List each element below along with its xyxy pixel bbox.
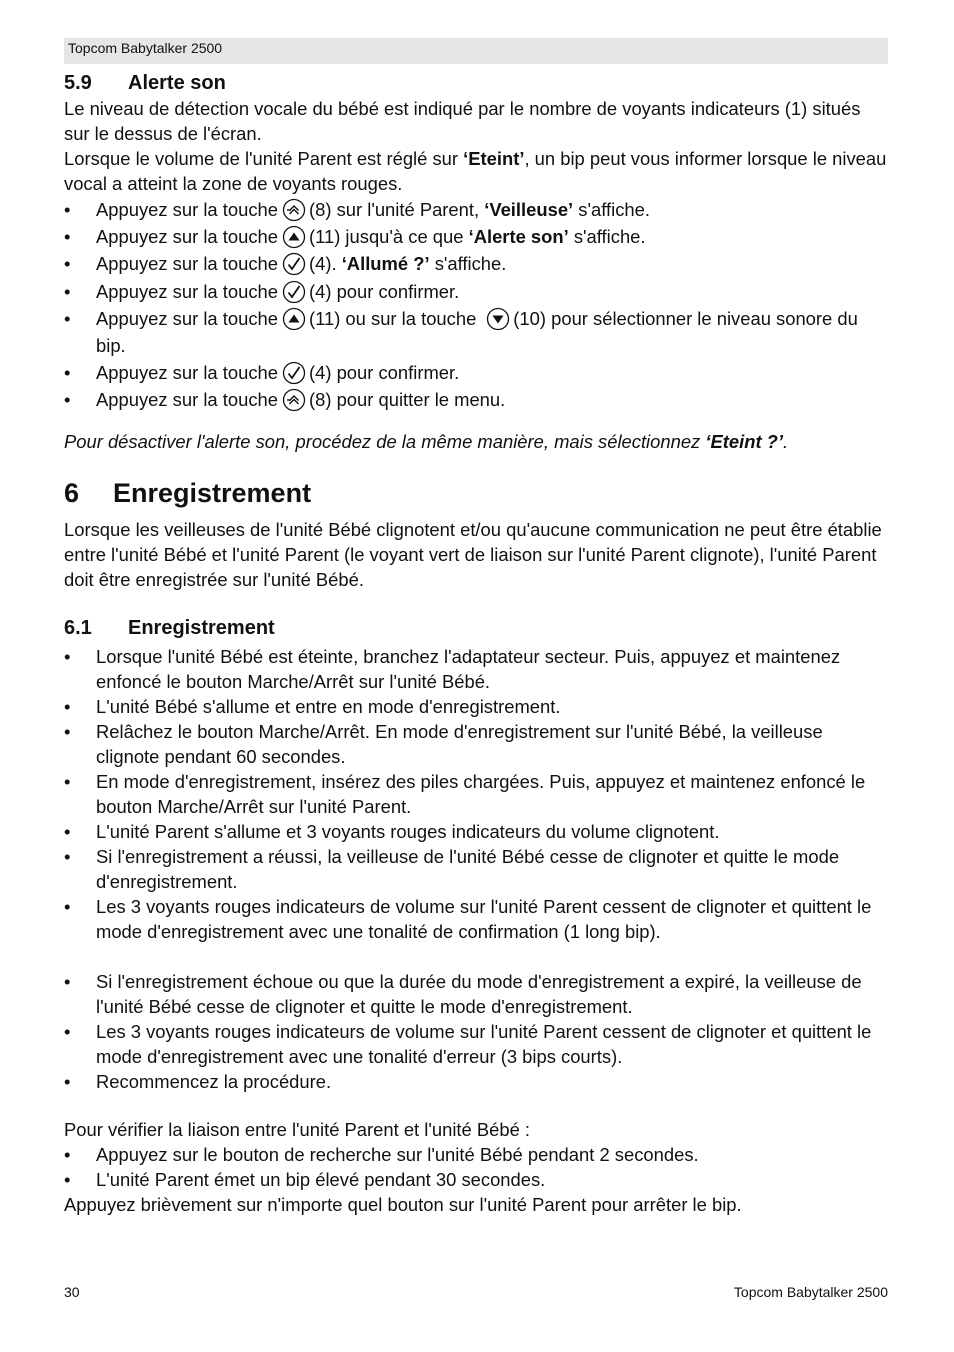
section-number: 6 xyxy=(64,477,80,508)
verify-steps-list xyxy=(64,1142,889,1192)
section-6-1-heading xyxy=(64,616,889,641)
list-item: • Appuyez sur la touche (4) pour confirmer. xyxy=(64,278,889,305)
registration-steps-list xyxy=(64,644,889,944)
list-item: • En mode d'enregistrement, insérez des piles chargées. Puis, appuyez et maintenez enfoncé le bouton Marche/Arrêt sur l'unité Parent. xyxy=(64,769,889,819)
page-content xyxy=(64,70,889,1217)
up-arrow-icon xyxy=(282,307,306,331)
list-item: • L'unité Bébé s'allume et entre en mode d'enregistrement. xyxy=(64,694,889,719)
menu-icon xyxy=(282,388,306,412)
list-item: • Les 3 voyants rouges indicateurs de volume sur l'unité Parent cessent de clignoter et quittent le mode d'enregistrement avec une tonalité de confirmation (1 long bip). xyxy=(64,894,889,944)
page-number: 30 xyxy=(64,1284,80,1300)
paragraph: Lorsque les veilleuses de l'unité Bébé clignotent et/ou qu'aucune communication ne peut être établie entre l'unité Bébé et l'unité Parent (le voyant vert de liaison sur l'unité Parent clignote), l'unité Parent doit être enregistrée sur l'unité Bébé. xyxy=(64,518,882,590)
check-icon xyxy=(282,280,306,304)
paragraph: Le niveau de détection vocale du bébé est indiqué par le nombre de voyants indicateurs (1) situés sur le dessus de l'écran. xyxy=(64,98,861,144)
list-item: • Si l'enregistrement a réussi, la veilleuse de l'unité Bébé cesse de clignoter et quitte le mode d'enregistrement. xyxy=(64,844,889,894)
list-item: • L'unité Parent s'allume et 3 voyants rouges indicateurs du volume clignotent. xyxy=(64,819,889,844)
section-number: 5.9 xyxy=(64,72,92,94)
paragraph: Appuyez brièvement sur n'importe quel bouton sur l'unité Parent pour arrêter le bip. xyxy=(64,1193,742,1215)
list-item: • Appuyez sur la touche (4) pour confirmer. xyxy=(64,359,889,386)
section-title: Enregistrement xyxy=(128,616,275,639)
list-item: • L'unité Parent émet un bip élevé pendant 30 secondes. xyxy=(64,1167,889,1192)
paragraph: Pour vérifier la liaison entre l'unité Parent et l'unité Bébé : xyxy=(64,1118,531,1140)
list-item: • Appuyez sur la touche (11) ou sur la touche (10) pour sélectionner le niveau sonore du bip. xyxy=(64,305,889,359)
section-6-heading xyxy=(64,476,889,510)
down-arrow-icon xyxy=(486,307,510,331)
list-item: • Appuyez sur la touche (8) pour quitter le menu. xyxy=(64,386,889,413)
header-title: Topcom Babytalker 2500 xyxy=(68,40,223,56)
list-item: • Si l'enregistrement échoue ou que la durée du mode d'enregistrement a expiré, la veilleuse de l'unité Bébé cesse de clignoter et quitte le mode d'enregistrement. xyxy=(64,969,889,1019)
list-item: • Relâchez le bouton Marche/Arrêt. En mode d'enregistrement sur l'unité Bébé, la veilleuse clignote pendant 60 secondes. xyxy=(64,719,889,769)
check-icon xyxy=(282,361,306,385)
steps-list xyxy=(64,196,889,414)
list-item: • Recommencez la procédure. xyxy=(64,1069,889,1094)
paragraph: Lorsque le volume de l'unité Parent est réglé sur ‘Eteint’, un bip peut vous informer lorsque le niveau vocal a atteint la zone de voyants rouges. xyxy=(64,148,887,194)
section-number: 6.1 xyxy=(64,616,92,639)
list-item: • Les 3 voyants rouges indicateurs de volume sur l'unité Parent cessent de clignoter et quittent le mode d'enregistrement avec une tonalité d'erreur (3 bips courts). xyxy=(64,1019,889,1069)
list-item: • Lorsque l'unité Bébé est éteinte, branchez l'adaptateur secteur. Puis, appuyez et maintenez enfoncé le bouton Marche/Arrêt sur l'unité Bébé. xyxy=(64,644,889,694)
section-title: Alerte son xyxy=(128,72,226,94)
section-5-9-heading xyxy=(64,71,889,96)
note-paragraph: Pour désactiver l'alerte son, procédez de la même manière, mais sélectionnez ‘Eteint ?’. xyxy=(64,430,789,452)
up-arrow-icon xyxy=(282,225,306,249)
list-item: • Appuyez sur la touche (11) jusqu'à ce que ‘Alerte son’ s'affiche. xyxy=(64,223,889,250)
list-item: • Appuyez sur la touche (8) sur l'unité Parent, ‘Veilleuse’ s'affiche. xyxy=(64,196,889,223)
list-item: • Appuyez sur le bouton de recherche sur l'unité Bébé pendant 2 secondes. xyxy=(64,1142,889,1167)
footer-title: Topcom Babytalker 2500 xyxy=(733,1284,888,1300)
list-item: • Appuyez sur la touche (4). ‘Allumé ?’ s'affiche. xyxy=(64,250,889,277)
check-icon xyxy=(282,252,306,276)
page-header xyxy=(64,38,888,64)
section-title: Enregistrement xyxy=(113,477,312,508)
failure-steps-list xyxy=(64,969,889,1094)
menu-icon xyxy=(282,198,306,222)
